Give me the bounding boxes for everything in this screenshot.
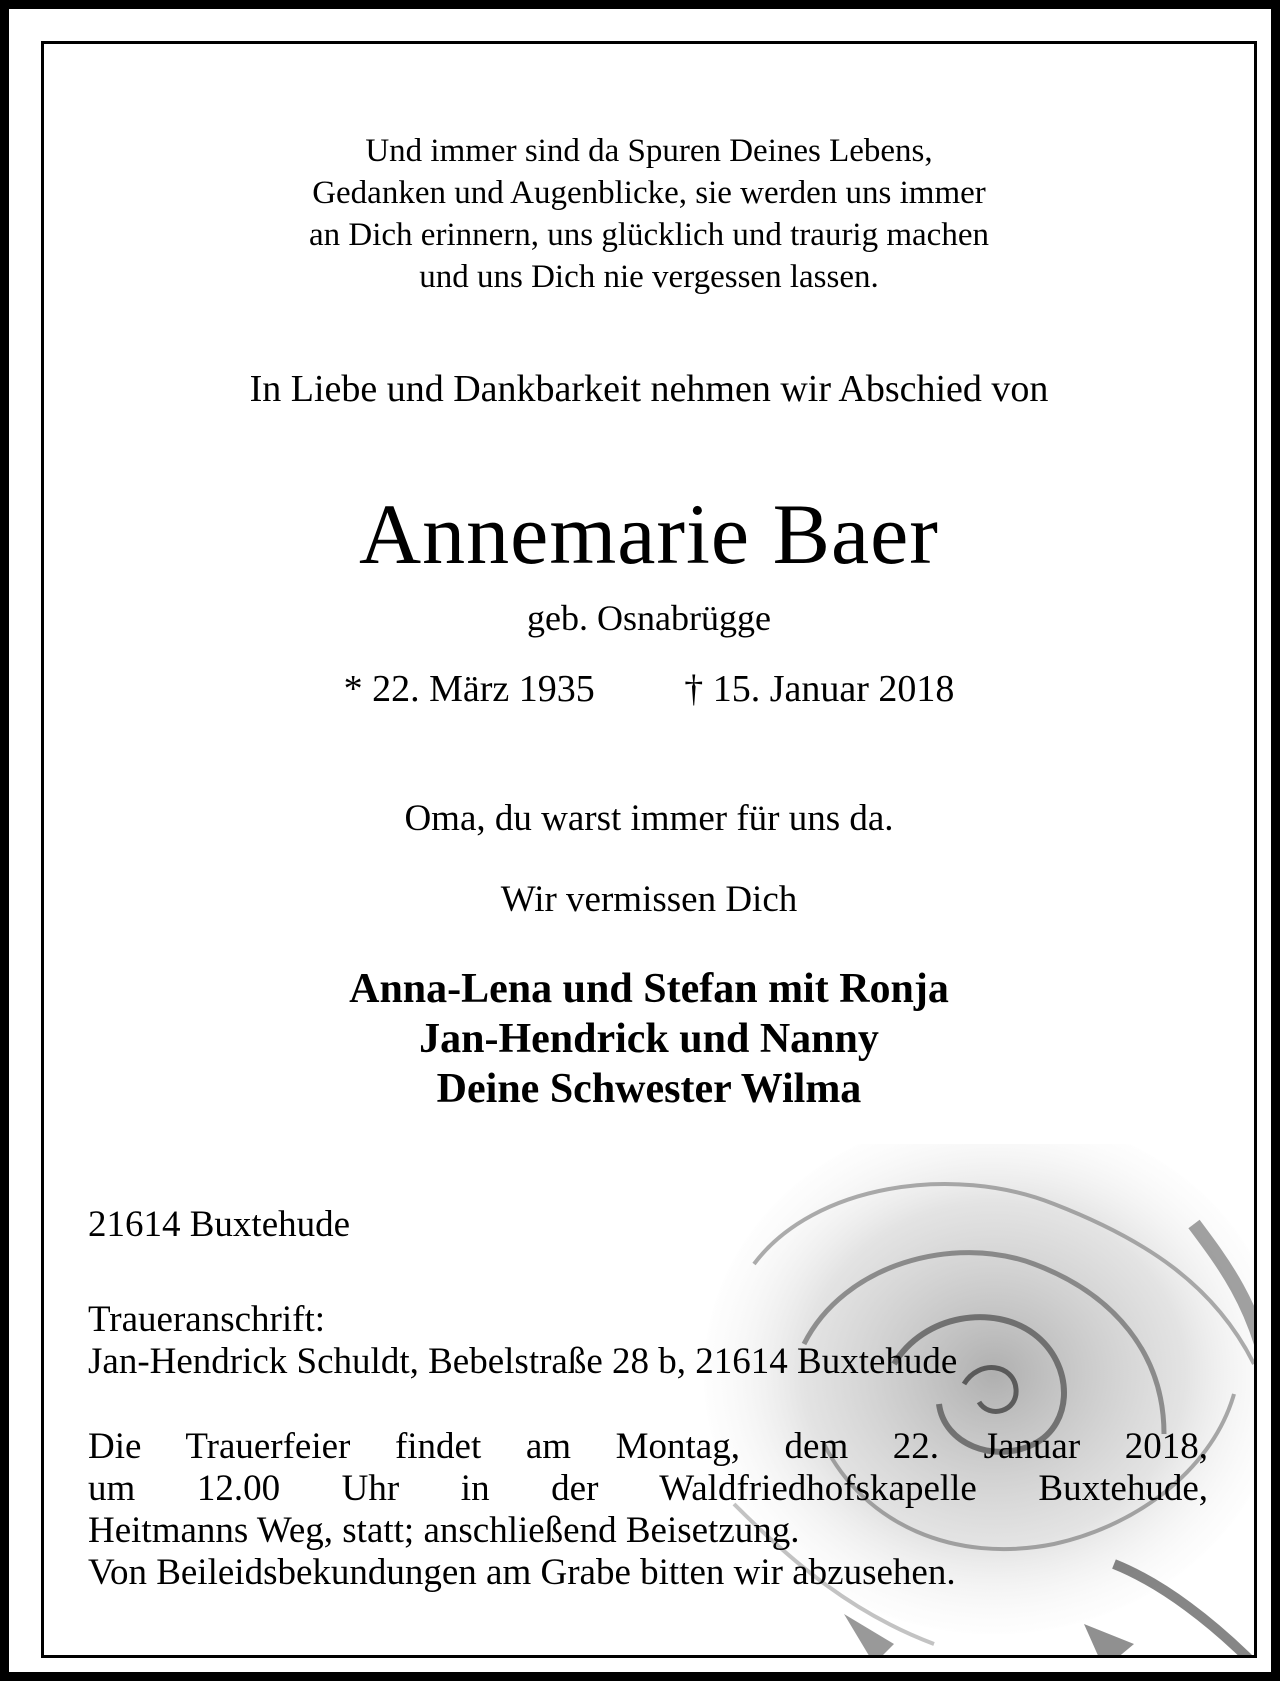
miss-line: Wir vermissen Dich: [500, 879, 798, 920]
verse-line: an Dich erinnern, uns glücklich und traurig machen: [309, 217, 989, 253]
deceased-name: Annemarie Baer: [359, 486, 939, 582]
town: 21614 Buxtehude: [88, 1204, 351, 1245]
address-label: Traueranschrift:: [88, 1299, 326, 1340]
death-date: † 15. Januar 2018: [684, 668, 955, 710]
ceremony-notice: [88, 1426, 1208, 1594]
ceremony-line: Heitmanns Weg, statt; anschließend Beisetzung.: [88, 1510, 800, 1551]
farewell-intro: In Liebe und Dankbarkeit nehmen wir Abschied von: [249, 368, 1049, 410]
family-line: Anna-Lena und Stefan mit Ronja: [349, 966, 949, 1012]
birth-date: * 22. März 1935: [343, 668, 595, 710]
family-line: Jan-Hendrick und Nanny: [419, 1016, 879, 1062]
ceremony-line: um 12.00 Uhr in der Waldfriedhofskapelle Buxtehude,: [88, 1468, 1208, 1509]
verse-line: Und immer sind da Spuren Deines Lebens,: [365, 133, 933, 169]
verse: [44, 130, 1254, 298]
family-signatures: [44, 964, 1254, 1114]
obituary-inner-frame: [41, 41, 1257, 1658]
life-dates: [44, 666, 1254, 712]
tribute-quote: Oma, du warst immer für uns da.: [404, 798, 894, 839]
ceremony-line: Von Beileidsbekundungen am Grabe bitten wir abzusehen.: [88, 1552, 956, 1593]
birth-name: geb. Osnabrügge: [527, 598, 771, 638]
verse-line: Gedanken und Augenblicke, sie werden uns immer: [312, 175, 986, 211]
mourning-address: Jan-Hendrick Schuldt, Bebelstraße 28 b, 21614 Buxtehude: [88, 1341, 958, 1382]
verse-line: und uns Dich nie vergessen lassen.: [419, 259, 879, 295]
family-line: Deine Schwester Wilma: [436, 1066, 862, 1112]
ceremony-line: Die Trauerfeier findet am Montag, dem 22. Januar 2018,: [88, 1426, 1208, 1467]
